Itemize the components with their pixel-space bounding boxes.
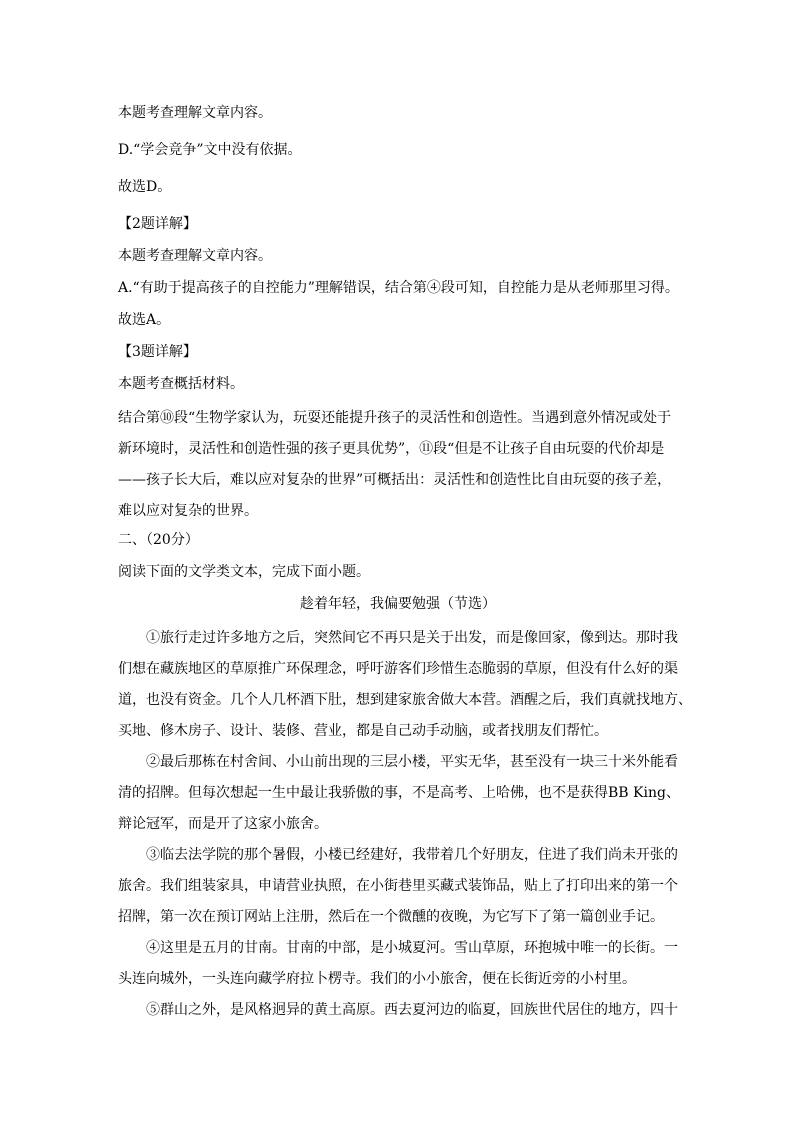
q3-explanation-paragraph xyxy=(118,403,678,527)
paragraph-line: ——孩子长大后，难以应对复杂的世界”可概括出：灵活性和创造性比自由玩耍的孩子差， xyxy=(118,472,672,488)
paragraph-line: 招牌，第一次在预订网站上注册，然后在一个微醺的夜晚，为它写下了第一篇创业手记。 xyxy=(118,909,664,925)
q2-answer-line: 故选A。 xyxy=(118,312,171,328)
paragraph-line: 难以应对复杂的世界。 xyxy=(118,503,258,519)
reading-instruction: 阅读下面的文学类文本，完成下面小题。 xyxy=(118,564,370,580)
article-paragraph-3 xyxy=(118,840,678,933)
q1-analysis-line: 本题考查理解文章内容。 xyxy=(118,105,272,121)
paragraph-line: 结合第⑩段“生物学家认为，玩耍还能提升孩子的灵活性和创造性。当遇到意外情况或处于 xyxy=(118,410,672,426)
paragraph-line: 旅舍。我们组装家具，申请营业执照，在小街巷里买藏式装饰品，贴上了打印出来的第一个 xyxy=(118,878,678,894)
q2-header: 【2题详解】 xyxy=(118,216,197,232)
paragraph-line: 买地、修木房子、设计、装修、营业，都是自己动手动脑，或者找朋友们帮忙。 xyxy=(118,723,608,739)
paragraph-line: 道，也没有资金。几个人几杯酒下肚，想到建家旅舍做大本营。酒醒之后，我们真就找地方、 xyxy=(118,692,692,708)
article-paragraph-1 xyxy=(118,623,692,747)
section-two-header: 二、（20分） xyxy=(118,532,199,548)
article-paragraph-5 xyxy=(118,995,678,1026)
q2-option-a-line: A.“有助于提高孩子的自控能力”理解错误，结合第④段可知，自控能力是从老师那里习得。 xyxy=(118,280,679,296)
paragraph-line: 辩论冠军，而是开了这家小旅舍。 xyxy=(118,816,328,832)
article-paragraph-2 xyxy=(118,747,678,840)
paragraph-line: ③临去法学院的那个暑假，小楼已经建好，我带着几个好朋友，住进了我们尚未开张的 xyxy=(146,847,678,863)
paragraph-line: ①旅行走过许多地方之后，突然间它不再只是关于出发，而是像回家，像到达。那时我 xyxy=(146,630,678,646)
paragraph-line: ②最后那栋在村舍间、小山前出现的三层小楼，平实无华，甚至没有一块三十米外能看 xyxy=(146,754,678,770)
q2-analysis-line: 本题考查理解文章内容。 xyxy=(118,248,272,264)
q1-answer-line: 故选D。 xyxy=(118,179,172,195)
paragraph-line: 头连向城外，一头连向藏学府拉卜楞寺。我们的小小旅舍，便在长街近旁的小村里。 xyxy=(118,971,636,987)
paragraph-line: 新环境时，灵活性和创造性强的孩子更具优势”，⑪段“但是不让孩子自由玩耍的代价却是 xyxy=(118,441,665,457)
article-paragraph-4 xyxy=(118,933,678,995)
q1-option-d-line: D.“学会竞争”文中没有依据。 xyxy=(118,142,302,158)
paragraph-line: 清的招牌。但每次想起一生中最让我骄傲的事，不是高考、上哈佛，也不是获得BB King、 xyxy=(118,785,680,801)
q3-header: 【3题详解】 xyxy=(118,344,197,360)
document-body xyxy=(118,100,692,1026)
q3-analysis-line: 本题考查概括材料。 xyxy=(118,376,244,392)
paragraph-line: ⑤群山之外，是风格迥异的黄土高原。西去夏河边的临夏，回族世代居住的地方，四十 xyxy=(146,1002,678,1018)
paragraph-line: ④这里是五月的甘南。甘南的中部，是小城夏河。雪山草原，环抱城中唯一的长街。一 xyxy=(146,940,678,956)
article-title: 趁着年轻，我偏要勉强（节选） xyxy=(300,596,496,612)
paragraph-line: 们想在藏族地区的草原推广环保理念，呼吁游客们珍惜生态脆弱的草原，但没有什么好的渠 xyxy=(118,661,678,677)
